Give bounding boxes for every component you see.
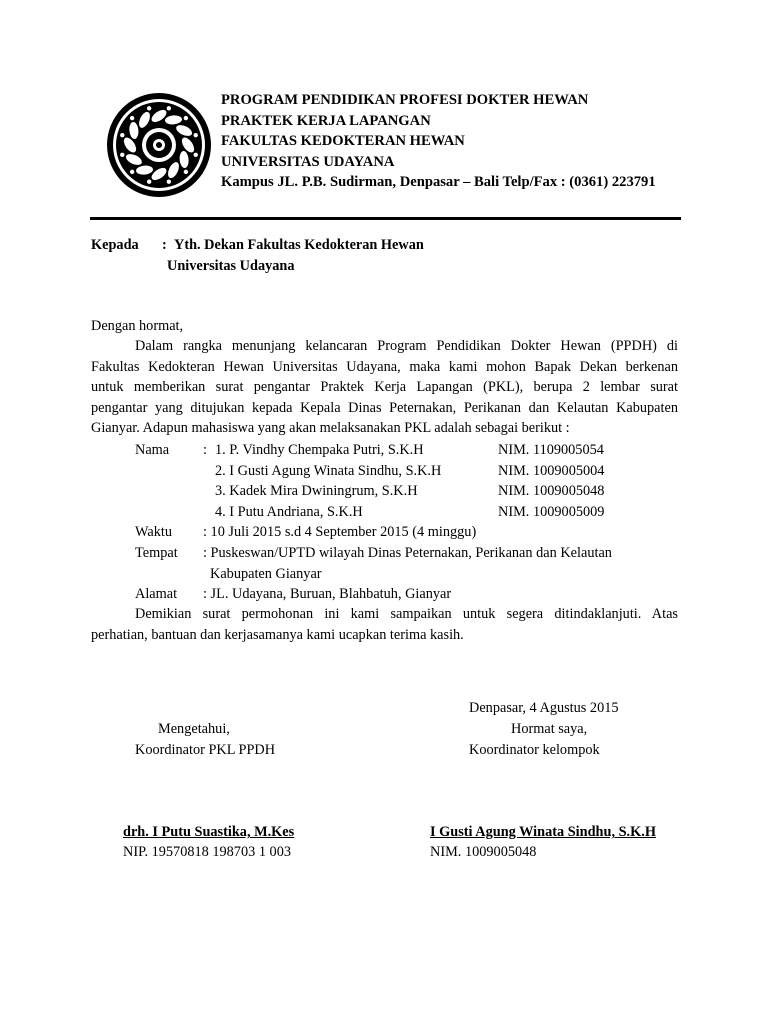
student-name: 4. I Putu Andriana, S.K.H (215, 504, 363, 520)
recipient-line-1: Yth. Dekan Fakultas Kedokteran Hewan (174, 237, 424, 253)
intro-line: pengantar yang ditujukan kepada Kepala Dinas Peternakan, Perikanan dan Kelautan Kabupaten (91, 399, 678, 416)
student-nim: NIM. 1009005048 (498, 483, 605, 499)
seal-dot (184, 116, 188, 120)
place-value-continued: Kabupaten Gianyar (210, 566, 322, 582)
student-name: 3. Kadek Mira Dwiningrum, S.K.H (215, 483, 418, 499)
seal-dot (194, 153, 198, 157)
closing-line: perhatian, bantuan dan kerjasamanya kami ucapkan terima kasih. (91, 626, 464, 643)
students-label: Nama (135, 442, 170, 458)
recipient-label: Kepada (91, 237, 139, 253)
intro-line: Gianyar. Adapun mahasiswa yang akan melaksanakan PKL adalah sebagai berikut : (91, 420, 570, 437)
time-label: Waktu (135, 524, 172, 540)
student-nim: NIM. 1009005004 (498, 463, 605, 479)
salutation: Dengan hormat, (91, 318, 184, 334)
closing-paragraph (91, 604, 678, 645)
letterhead-university: UNIVERSITAS UDAYANA (221, 153, 395, 170)
letterhead-program: PROGRAM PENDIDIKAN PROFESI DOKTER HEWAN (221, 92, 589, 108)
right-signatory-name: I Gusti Agung Winata Sindhu, S.K.H (430, 824, 656, 840)
university-seal-icon (106, 92, 212, 198)
seal-dot (120, 133, 124, 137)
student-nim: NIM. 1009005009 (498, 504, 605, 520)
intro-line: untuk memberikan surat pengantar Praktek Kerja Lapangan (PKL), berupa 2 lembar surat (91, 379, 678, 396)
seal-dot (147, 180, 151, 184)
seal-dot (120, 153, 124, 157)
place-date: Denpasar, 4 Agustus 2015 (469, 700, 619, 716)
seal-dot (130, 116, 134, 120)
regards: Hormat saya, (511, 721, 588, 737)
closing-line: Demikian surat permohonan ini kami sampaikan untuk segera ditindaklanjuti. Atas (135, 606, 678, 622)
university-seal-logo (106, 92, 212, 198)
intro-paragraph (91, 336, 678, 439)
seal-dot (184, 170, 188, 174)
acknowledged-label: Mengetahui, (158, 721, 230, 737)
intro-line: Dalam rangka menunjang kelancaran Program Pendidikan Dokter Hewan (PPDH) di (135, 338, 678, 354)
recipient-colon: : (162, 237, 167, 253)
letterhead-text (221, 90, 656, 193)
place-label: Tempat (135, 545, 178, 561)
place-value: : Puskeswan/UPTD wilayah Dinas Peternakan, Perikanan dan Kelautan (203, 545, 612, 561)
seal-dot (167, 180, 171, 184)
left-signatory-id: NIP. 19570818 198703 1 003 (123, 844, 291, 860)
seal-dot (130, 170, 134, 174)
letterhead-divider (90, 217, 681, 220)
letterhead-faculty: FAKULTAS KEDOKTERAN HEWAN (221, 133, 465, 150)
student-name: 2. I Gusti Agung Winata Sindhu, S.K.H (215, 463, 442, 479)
address-value: : JL. Udayana, Buruan, Blahbatuh, Gianyar (203, 586, 452, 602)
seal-dot (167, 106, 171, 110)
seal-dot (147, 106, 151, 110)
group-coordinator-title: Koordinator kelompok (469, 742, 600, 758)
students-colon: : (203, 442, 207, 458)
right-signatory-id: NIM. 1009005048 (430, 844, 537, 860)
recipient-line-2: Universitas Udayana (167, 258, 295, 274)
time-value: : 10 Juli 2015 s.d 4 September 2015 (4 minggu) (203, 524, 477, 540)
address-label: Alamat (135, 586, 178, 602)
intro-line: Fakultas Kedokteran Hewan Universitas Udayana, maka kami mohon Bapak Dekan berkenan (91, 358, 678, 375)
letterhead-address: Kampus JL. P.B. Sudirman, Denpasar – Bali Telp/Fax : (0361) 223791 (221, 174, 656, 191)
student-nim: NIM. 1109005054 (498, 442, 604, 458)
left-signatory-name: drh. I Putu Suastika, M.Kes (123, 824, 295, 840)
student-name: 1. P. Vindhy Chempaka Putri, S.K.H (215, 442, 424, 458)
pkl-coordinator-title: Koordinator PKL PPDH (135, 742, 276, 758)
seal-dot (194, 133, 198, 137)
letterhead-activity: PRAKTEK KERJA LAPANGAN (221, 112, 431, 129)
